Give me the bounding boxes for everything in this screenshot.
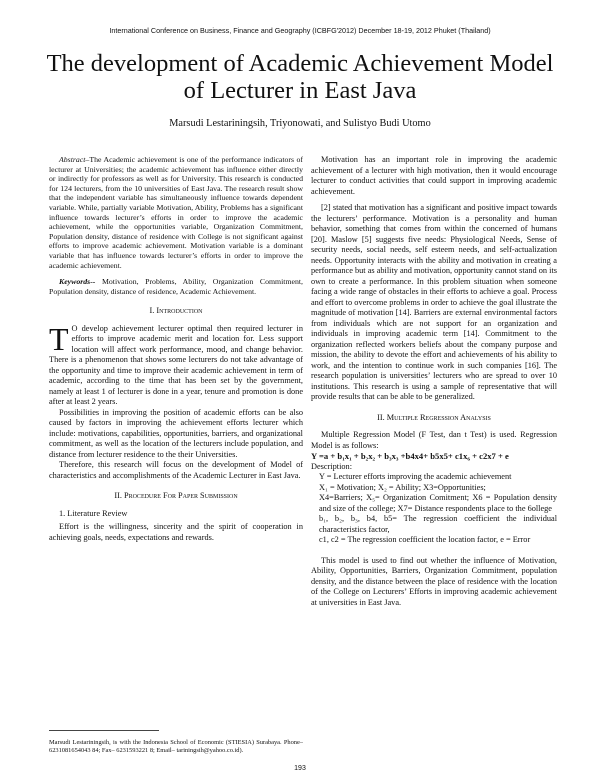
abstract	[49, 155, 303, 270]
author-footnote: Marsudi Lestariningsih, is with the Indonesia School of Economic (STIESIA) Surabaya. Phone–6231081654043 84; Fax– 6231593221 8; Email– tariningsih@yahoo.co.id).	[49, 739, 303, 754]
section-heading-introduction: I. Introduction	[149, 306, 203, 316]
authors: Marsudi Lestariningsih, Triyonowati, and Sulistyo Budi Utomo	[169, 118, 431, 129]
keywords-text: Motivation, Problems, Ability, Organization Commitment, Population density, distance of residence, Academic Achievement.	[49, 277, 303, 296]
abstract-label: Abstract	[59, 155, 86, 164]
keywords	[49, 277, 303, 296]
intro-paragraph-1	[49, 320, 303, 408]
conference-header: International Conference on Business, Finance and Geography (ICBFG'2012) December 18-19, 2012 Phuket (Thailand)	[109, 26, 491, 35]
regression-paragraph-1: Multiple Regression Model (F Test, dan t Test) is used. Regression Model is as follows:	[311, 430, 557, 450]
regression-paragraph-2: This model is used to find out whether the influence of Motivation, Ability, Opportunities, Barriers, Organization Commitment, population density, and the distance between the place of residence with the location of the College on Lecturers’ Efforts in improving academic achievement at universities in East Java.	[311, 555, 557, 607]
footnote-rule	[49, 730, 159, 731]
literature-paragraph-1: Effort is the willingness, sincerity and the spirit of cooperation in achieving goals, needs, expectations and rewards.	[49, 522, 303, 542]
section-heading-procedure: II. Procedure For Paper Submission	[114, 491, 238, 501]
description-item: b₁, b₂, b₃, b4, b5= The regression coefficient the individual characteristics factor,	[319, 514, 557, 534]
regression-formula: Y =a + b₁x₁ + b₂x₂ + b₃x₃ +b4x4+ b5x5+ c1x₆ + c2x7 + e	[311, 451, 509, 461]
right-paragraph-2: [2] stated that motivation has a significant and positive impact towards the lecturers’ performance. Motivation is a personality and human behavior, something that comes from within the concerned of humans [20]. Maslow [5] suggests five needs: Physiological Needs, Sense of security needs, social needs, self esteem needs, and self-actualization needs. Opportunity interacts with the ability and motivation in creating a performance but as ability and motivation, opportunity cannot stand on its own to create a performance. In this problem situation when someone facing a wide range of obstacles in their efforts to achieve a goal. Process and effort to overcome problems in order to achieve the goal illustrate the magnitude of motivation [14]. Barriers are external environmental factors from individuals which are not support for an organization and individuals in improving academic term [14]. Commitment to the organization reflected workers beliefs about the company purpose and mission, the ability to devote the effort and achievements of his ability to work, and the intention to continue work in such companies [16]. The research population is universities’ lecturers who are spread to over 10 institutions. This research is using a sample of representative that will provide results that can be able to be generalized.	[311, 203, 557, 401]
abstract-text: –The Academic achievement is one of the performance indicators of lecturer at Universities; the academic achievement has influence either directly or indirectly for professors as well as for University. This research is conducted for 124 lecturers, from the 10 universities of East Java. The research result show that the independent variable has simultaneously influence towards dependent variable. While, partially variable Motivation, Ability, Problems has a significant influence towards lecturer’s efforts in order to improve the academic achievement, while the opportunities variable, Organization Commitment, Population density, distance of residence with College is not significant against efforts to improve academic achievement. Motivation variable is a dominant variable that has influence towards lecturer’s efforts in order to improve the academic achievement.	[49, 155, 303, 270]
keywords-label: Keywords--	[59, 277, 96, 287]
description-item: c1, c2 = The regression coefficient the location factor, e = Error	[319, 535, 531, 544]
description-item: X₁ = Motivation; X₂ = Ability; X3=Opportunities;	[319, 482, 486, 492]
drop-cap: T	[49, 320, 69, 357]
section-heading-regression: II. Multiple Regression Analysis	[377, 412, 491, 422]
description-item: X4=Barriers; X₅= Organization Comitment; X6 = Population density and size of the college; X7= Distance respondents place to the 6ollege	[319, 493, 557, 513]
subsection-literature-review: 1. Literature Review	[59, 508, 128, 518]
intro-paragraph-3: Therefore, this research will focus on the development of Model of characteristics and accomplishments of the Academic Lecturer in East Java.	[49, 460, 303, 480]
intro-text-1: O develop achievement lecturer optimal then required lecturer in efforts to improve academic merit and location for. Less support location will affect work performance, mood, and change behavior. There is a phenomenon that shows some lecturers do not take advantage of the opportunity and time to improve their academic achievement in term of academic, according to the time that has been set by the government, namely at least 1 of lecturer is done in a year, tenure and promotion is done after at least 2 years.	[49, 323, 303, 407]
intro-paragraph-2: Possibilities in improving the position of academic efforts can be also caused by factors in improving the achievement efforts lecturer which include: motivations, capabilities, opportunities, barriers, and organizational commitment, as well as the location of the lecturers include population, and distance from lecturer residence to the their Universities.	[49, 407, 303, 459]
paper-title: The development of Academic Achievement Model of Lecturer in East Java	[46, 50, 554, 104]
left-column	[49, 155, 303, 543]
right-column	[311, 155, 557, 608]
page-number: 193	[294, 765, 306, 772]
description-item: Y = Lecturer efforts improving the academic achievement	[319, 472, 512, 481]
description-label: Description:	[311, 461, 353, 471]
right-paragraph-1: Motivation has an important role in improving the academic achievement of a lecturer with high motivation, then it would encourage lecturer to conduct activities that could support in improving academic achievement.	[311, 155, 557, 196]
